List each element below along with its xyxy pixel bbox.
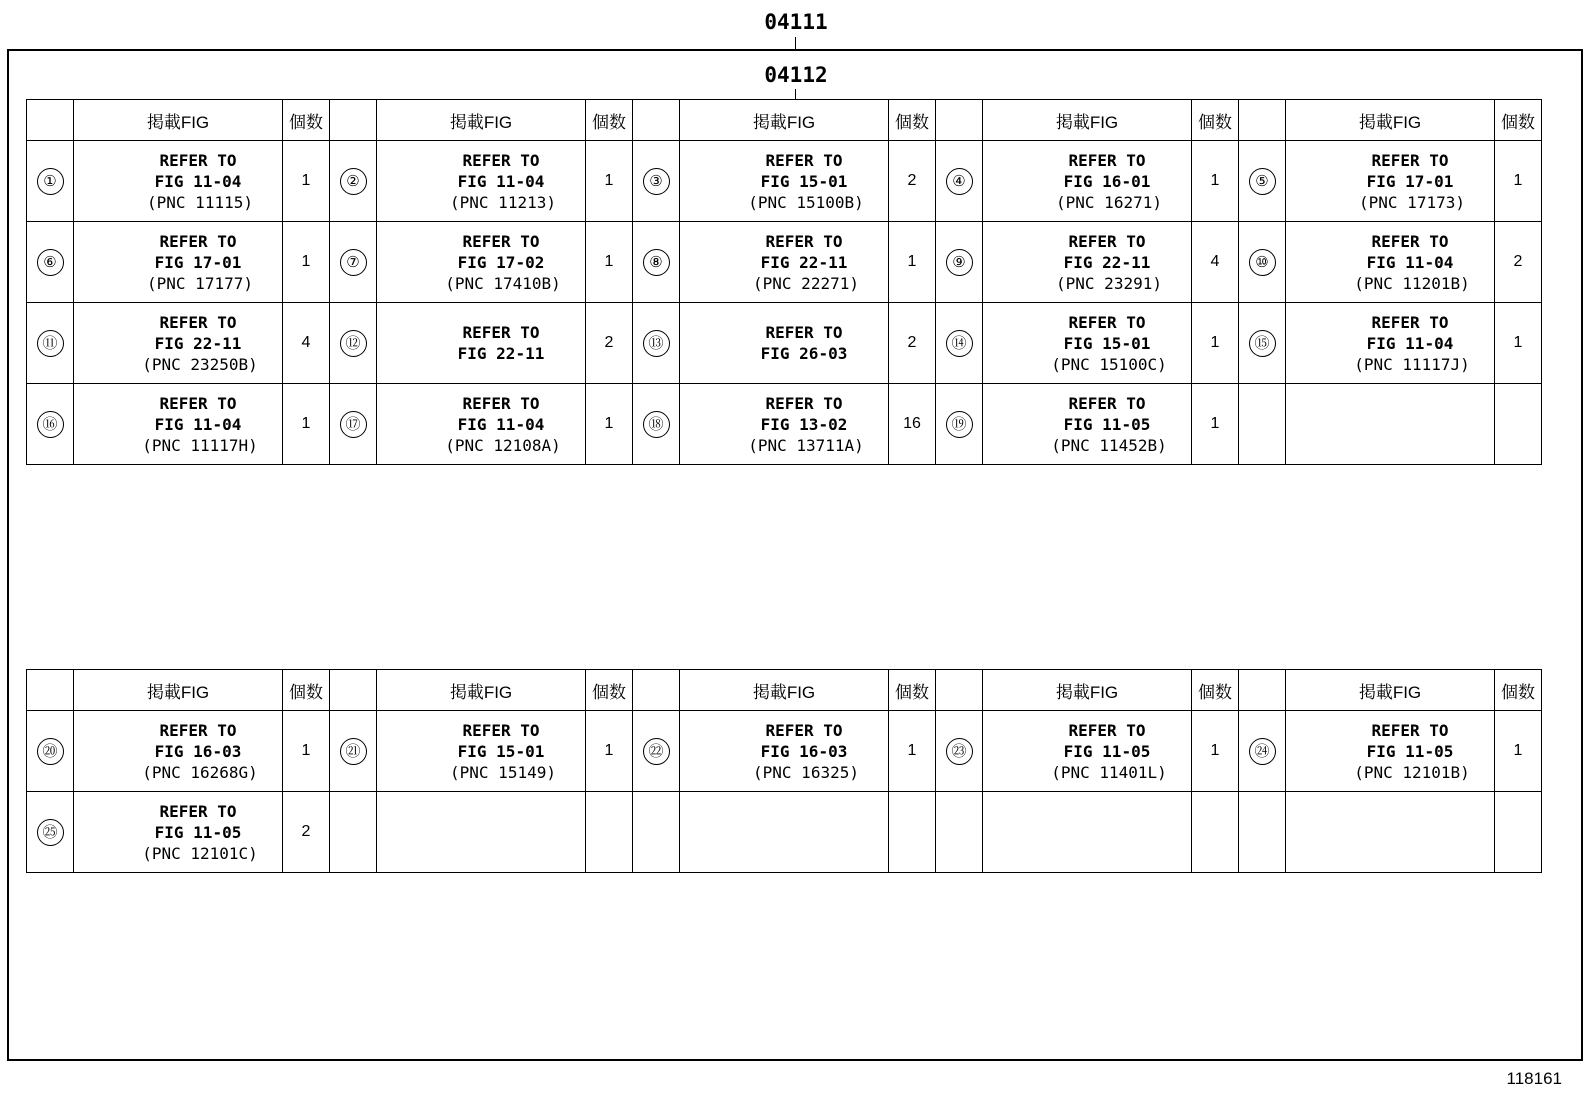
header-qty-label: 個数 bbox=[1192, 670, 1239, 711]
item-number: ⑤ bbox=[1249, 168, 1276, 195]
pnc-text: (PNC 11201B) bbox=[1354, 273, 1470, 293]
item-number-cell bbox=[936, 222, 983, 303]
main-assembly-code: 04111 bbox=[764, 10, 828, 34]
refer-to-text: REFER TO bbox=[765, 323, 843, 342]
sub-assembly-code: 04112 bbox=[764, 63, 828, 87]
refer-to-text: REFER TO bbox=[462, 323, 540, 342]
header-fig-label: 掲載FIG bbox=[377, 670, 586, 711]
fig-reference-cell bbox=[74, 384, 283, 465]
fig-reference-cell bbox=[1286, 711, 1495, 792]
table-row bbox=[27, 222, 1542, 303]
fig-number-text: FIG 22-11 bbox=[154, 333, 242, 353]
parts-reference-table-1 bbox=[26, 99, 1542, 465]
item-number-cell bbox=[1239, 303, 1286, 384]
fig-reference-cell bbox=[377, 792, 586, 873]
quantity-cell: 1 bbox=[1192, 303, 1239, 384]
item-number-cell bbox=[27, 222, 74, 303]
item-number: ㉑ bbox=[340, 738, 367, 765]
item-number-cell bbox=[1239, 222, 1286, 303]
refer-to-text: REFER TO bbox=[1371, 231, 1449, 251]
pnc-text: (PNC 17410B) bbox=[445, 273, 561, 293]
refer-to-text: REFER TO bbox=[1068, 312, 1146, 332]
header-blank-cell bbox=[633, 100, 680, 141]
item-number-cell bbox=[936, 792, 983, 873]
quantity-cell: 1 bbox=[1495, 303, 1542, 384]
header-fig-label: 掲載FIG bbox=[680, 670, 889, 711]
quantity-cell: 1 bbox=[283, 222, 330, 303]
fig-number-text: FIG 16-03 bbox=[154, 741, 242, 761]
parts-reference-table-2 bbox=[26, 669, 1542, 873]
item-number-cell bbox=[1239, 141, 1286, 222]
item-number-cell bbox=[633, 792, 680, 873]
item-number-cell bbox=[633, 384, 680, 465]
fig-reference-cell bbox=[983, 141, 1192, 222]
refer-to-text: REFER TO bbox=[159, 150, 237, 170]
fig-reference-cell bbox=[377, 384, 586, 465]
quantity-cell: 1 bbox=[889, 222, 936, 303]
item-number-cell bbox=[633, 222, 680, 303]
refer-to-text: REFER TO bbox=[1371, 312, 1449, 332]
header-blank-cell bbox=[27, 670, 74, 711]
item-number: ⑫ bbox=[340, 330, 367, 357]
item-number: ⑱ bbox=[643, 411, 670, 438]
fig-reference-cell bbox=[983, 792, 1192, 873]
pnc-text: (PNC 11452B) bbox=[1051, 435, 1167, 455]
fig-number-text: FIG 11-05 bbox=[1063, 414, 1151, 434]
fig-number-text: FIG 11-04 bbox=[154, 171, 242, 191]
table-row bbox=[27, 384, 1542, 465]
item-number: ⑳ bbox=[37, 738, 64, 765]
table-row bbox=[27, 792, 1542, 873]
item-number: ㉕ bbox=[37, 819, 64, 846]
item-number: ⑮ bbox=[1249, 330, 1276, 357]
header-fig-label: 掲載FIG bbox=[74, 100, 283, 141]
fig-number-text: FIG 16-01 bbox=[1063, 171, 1151, 191]
quantity-cell: 1 bbox=[1192, 711, 1239, 792]
header-blank-cell bbox=[330, 100, 377, 141]
quantity-cell: 2 bbox=[889, 141, 936, 222]
item-number-cell bbox=[27, 711, 74, 792]
item-number: ⑯ bbox=[37, 411, 64, 438]
pnc-text: (PNC 17177) bbox=[147, 273, 253, 293]
quantity-cell: 1 bbox=[889, 711, 936, 792]
refer-to-text: REFER TO bbox=[1068, 231, 1146, 251]
fig-reference-cell bbox=[1286, 792, 1495, 873]
pnc-text: (PNC 16268G) bbox=[142, 762, 258, 782]
header-fig-label: 掲載FIG bbox=[74, 670, 283, 711]
fig-reference-cell bbox=[680, 303, 889, 384]
fig-reference-cell bbox=[1286, 384, 1495, 465]
quantity-cell: 16 bbox=[889, 384, 936, 465]
fig-reference-cell bbox=[1286, 303, 1495, 384]
fig-reference-cell bbox=[1286, 222, 1495, 303]
item-number-cell bbox=[330, 792, 377, 873]
pnc-text: (PNC 11213) bbox=[450, 192, 556, 212]
header-qty-label: 個数 bbox=[889, 670, 936, 711]
fig-number-text: FIG 17-02 bbox=[457, 252, 545, 272]
refer-to-text: REFER TO bbox=[1068, 393, 1146, 413]
refer-to-text: REFER TO bbox=[462, 150, 540, 170]
item-number-cell bbox=[633, 711, 680, 792]
table-row bbox=[27, 711, 1542, 792]
item-number: ⑩ bbox=[1249, 249, 1276, 276]
quantity-cell: 2 bbox=[889, 303, 936, 384]
header-fig-label: 掲載FIG bbox=[680, 100, 889, 141]
pnc-text: (PNC 11115) bbox=[147, 192, 253, 212]
item-number: ⑨ bbox=[946, 249, 973, 276]
refer-to-text: REFER TO bbox=[1371, 150, 1449, 170]
quantity-cell bbox=[889, 792, 936, 873]
item-number: ⑬ bbox=[643, 330, 670, 357]
fig-number-text: FIG 26-03 bbox=[760, 344, 848, 363]
item-number-cell bbox=[330, 222, 377, 303]
quantity-cell: 4 bbox=[283, 303, 330, 384]
header-qty-label: 個数 bbox=[586, 670, 633, 711]
item-number-cell bbox=[27, 141, 74, 222]
fig-number-text: FIG 11-05 bbox=[154, 822, 242, 842]
fig-reference-cell bbox=[74, 222, 283, 303]
pnc-text: (PNC 12101C) bbox=[142, 843, 258, 863]
item-number: ⑪ bbox=[37, 330, 64, 357]
header-qty-label: 個数 bbox=[1495, 670, 1542, 711]
fig-number-text: FIG 22-11 bbox=[1063, 252, 1151, 272]
fig-number-text: FIG 11-04 bbox=[457, 171, 545, 191]
header-blank-cell bbox=[936, 670, 983, 711]
item-number-cell bbox=[27, 384, 74, 465]
item-number-cell bbox=[936, 303, 983, 384]
quantity-cell: 1 bbox=[283, 141, 330, 222]
fig-reference-cell bbox=[983, 303, 1192, 384]
fig-number-text: FIG 11-05 bbox=[1366, 741, 1454, 761]
pnc-text: (PNC 16325) bbox=[753, 762, 859, 782]
fig-reference-cell bbox=[983, 711, 1192, 792]
pnc-text: (PNC 11117J) bbox=[1354, 354, 1470, 374]
item-number: ㉔ bbox=[1249, 738, 1276, 765]
quantity-cell bbox=[586, 792, 633, 873]
fig-number-text: FIG 15-01 bbox=[1063, 333, 1151, 353]
item-number: ⑭ bbox=[946, 330, 973, 357]
item-number-cell bbox=[936, 384, 983, 465]
fig-reference-cell bbox=[680, 792, 889, 873]
quantity-cell: 1 bbox=[283, 384, 330, 465]
fig-number-text: FIG 15-01 bbox=[457, 741, 545, 761]
fig-reference-cell bbox=[983, 222, 1192, 303]
header-fig-label: 掲載FIG bbox=[1286, 100, 1495, 141]
fig-number-text: FIG 17-01 bbox=[154, 252, 242, 272]
item-number: ④ bbox=[946, 168, 973, 195]
header-fig-label: 掲載FIG bbox=[377, 100, 586, 141]
item-number: ③ bbox=[643, 168, 670, 195]
refer-to-text: REFER TO bbox=[1068, 720, 1146, 740]
fig-reference-cell bbox=[680, 222, 889, 303]
item-number-cell bbox=[27, 792, 74, 873]
quantity-cell: 1 bbox=[586, 384, 633, 465]
refer-to-text: REFER TO bbox=[159, 312, 237, 332]
item-number-cell bbox=[1239, 792, 1286, 873]
drawing-number: 118161 bbox=[1506, 1069, 1562, 1088]
refer-to-text: REFER TO bbox=[765, 231, 843, 251]
fig-number-text: FIG 13-02 bbox=[760, 414, 848, 434]
fig-number-text: FIG 11-04 bbox=[457, 414, 545, 434]
pnc-text: (PNC 22271) bbox=[753, 273, 859, 293]
item-number: ㉒ bbox=[643, 738, 670, 765]
item-number-cell bbox=[936, 141, 983, 222]
table-header-row bbox=[27, 100, 1542, 141]
item-number-cell bbox=[27, 303, 74, 384]
table-header-row bbox=[27, 670, 1542, 711]
quantity-cell: 4 bbox=[1192, 222, 1239, 303]
item-number: ㉓ bbox=[946, 738, 973, 765]
refer-to-text: REFER TO bbox=[159, 720, 237, 740]
quantity-cell bbox=[1495, 792, 1542, 873]
item-number-cell bbox=[330, 711, 377, 792]
fig-reference-cell bbox=[74, 141, 283, 222]
fig-reference-cell bbox=[983, 384, 1192, 465]
fig-reference-cell bbox=[680, 141, 889, 222]
item-number-cell bbox=[936, 711, 983, 792]
pnc-text: (PNC 23291) bbox=[1056, 273, 1162, 293]
quantity-cell: 1 bbox=[283, 711, 330, 792]
fig-number-text: FIG 11-04 bbox=[154, 414, 242, 434]
quantity-cell: 1 bbox=[586, 711, 633, 792]
header-blank-cell bbox=[27, 100, 74, 141]
quantity-cell: 1 bbox=[586, 222, 633, 303]
refer-to-text: REFER TO bbox=[1371, 720, 1449, 740]
pnc-text: (PNC 15149) bbox=[450, 762, 556, 782]
quantity-cell: 1 bbox=[1192, 384, 1239, 465]
fig-number-text: FIG 17-01 bbox=[1366, 171, 1454, 191]
fig-reference-cell bbox=[680, 711, 889, 792]
fig-number-text: FIG 22-11 bbox=[760, 252, 848, 272]
item-number: ⑲ bbox=[946, 411, 973, 438]
pnc-text: (PNC 11117H) bbox=[142, 435, 258, 455]
fig-number-text: FIG 11-05 bbox=[1063, 741, 1151, 761]
header-fig-label: 掲載FIG bbox=[983, 100, 1192, 141]
refer-to-text: REFER TO bbox=[159, 231, 237, 251]
pnc-text: (PNC 15100B) bbox=[748, 192, 864, 212]
fig-reference-cell bbox=[1286, 141, 1495, 222]
item-number: ⑧ bbox=[643, 249, 670, 276]
quantity-cell: 2 bbox=[283, 792, 330, 873]
fig-number-text: FIG 11-04 bbox=[1366, 252, 1454, 272]
fig-reference-cell bbox=[377, 222, 586, 303]
fig-reference-cell bbox=[74, 711, 283, 792]
table-row bbox=[27, 303, 1542, 384]
fig-number-text: FIG 16-03 bbox=[760, 741, 848, 761]
fig-number-text: FIG 11-04 bbox=[1366, 333, 1454, 353]
item-number: ⑥ bbox=[37, 249, 64, 276]
refer-to-text: REFER TO bbox=[462, 231, 540, 251]
item-number-cell bbox=[633, 303, 680, 384]
quantity-cell bbox=[1495, 384, 1542, 465]
header-fig-label: 掲載FIG bbox=[983, 670, 1192, 711]
table-row bbox=[27, 141, 1542, 222]
refer-to-text: REFER TO bbox=[765, 393, 843, 413]
item-number: ⑰ bbox=[340, 411, 367, 438]
fig-reference-cell bbox=[377, 711, 586, 792]
item-number-cell bbox=[330, 141, 377, 222]
item-number-cell bbox=[330, 384, 377, 465]
header-qty-label: 個数 bbox=[283, 100, 330, 141]
item-number-cell bbox=[330, 303, 377, 384]
refer-to-text: REFER TO bbox=[765, 720, 843, 740]
fig-reference-cell bbox=[74, 792, 283, 873]
refer-to-text: REFER TO bbox=[462, 393, 540, 413]
sub-code-leader-line bbox=[795, 89, 796, 99]
item-number-cell bbox=[1239, 384, 1286, 465]
fig-reference-cell bbox=[377, 303, 586, 384]
pnc-text: (PNC 12101B) bbox=[1354, 762, 1470, 782]
pnc-text: (PNC 16271) bbox=[1056, 192, 1162, 212]
header-qty-label: 個数 bbox=[586, 100, 633, 141]
pnc-text: (PNC 12108A) bbox=[445, 435, 561, 455]
pnc-text: (PNC 23250B) bbox=[142, 354, 258, 374]
header-blank-cell bbox=[936, 100, 983, 141]
pnc-text: (PNC 17173) bbox=[1359, 192, 1465, 212]
item-number: ⑦ bbox=[340, 249, 367, 276]
quantity-cell: 1 bbox=[1495, 711, 1542, 792]
pnc-text: (PNC 13711A) bbox=[748, 435, 864, 455]
quantity-cell: 2 bbox=[586, 303, 633, 384]
item-number-cell bbox=[1239, 711, 1286, 792]
item-number: ① bbox=[37, 168, 64, 195]
header-blank-cell bbox=[1239, 670, 1286, 711]
pnc-text: (PNC 15100C) bbox=[1051, 354, 1167, 374]
fig-reference-cell bbox=[74, 303, 283, 384]
header-qty-label: 個数 bbox=[1192, 100, 1239, 141]
quantity-cell bbox=[1192, 792, 1239, 873]
pnc-text: (PNC 11401L) bbox=[1051, 762, 1167, 782]
refer-to-text: REFER TO bbox=[1068, 150, 1146, 170]
item-number: ② bbox=[340, 168, 367, 195]
main-code-leader-line bbox=[795, 37, 796, 49]
fig-number-text: FIG 22-11 bbox=[457, 344, 545, 363]
refer-to-text: REFER TO bbox=[159, 393, 237, 413]
header-qty-label: 個数 bbox=[889, 100, 936, 141]
header-blank-cell bbox=[1239, 100, 1286, 141]
fig-reference-cell bbox=[377, 141, 586, 222]
quantity-cell: 1 bbox=[1192, 141, 1239, 222]
refer-to-text: REFER TO bbox=[462, 720, 540, 740]
header-blank-cell bbox=[633, 670, 680, 711]
header-blank-cell bbox=[330, 670, 377, 711]
header-qty-label: 個数 bbox=[1495, 100, 1542, 141]
fig-reference-cell bbox=[680, 384, 889, 465]
quantity-cell: 1 bbox=[1495, 141, 1542, 222]
refer-to-text: REFER TO bbox=[765, 150, 843, 170]
header-fig-label: 掲載FIG bbox=[1286, 670, 1495, 711]
quantity-cell: 2 bbox=[1495, 222, 1542, 303]
fig-number-text: FIG 15-01 bbox=[760, 171, 848, 191]
refer-to-text: REFER TO bbox=[159, 801, 237, 821]
quantity-cell: 1 bbox=[586, 141, 633, 222]
header-qty-label: 個数 bbox=[283, 670, 330, 711]
item-number-cell bbox=[633, 141, 680, 222]
